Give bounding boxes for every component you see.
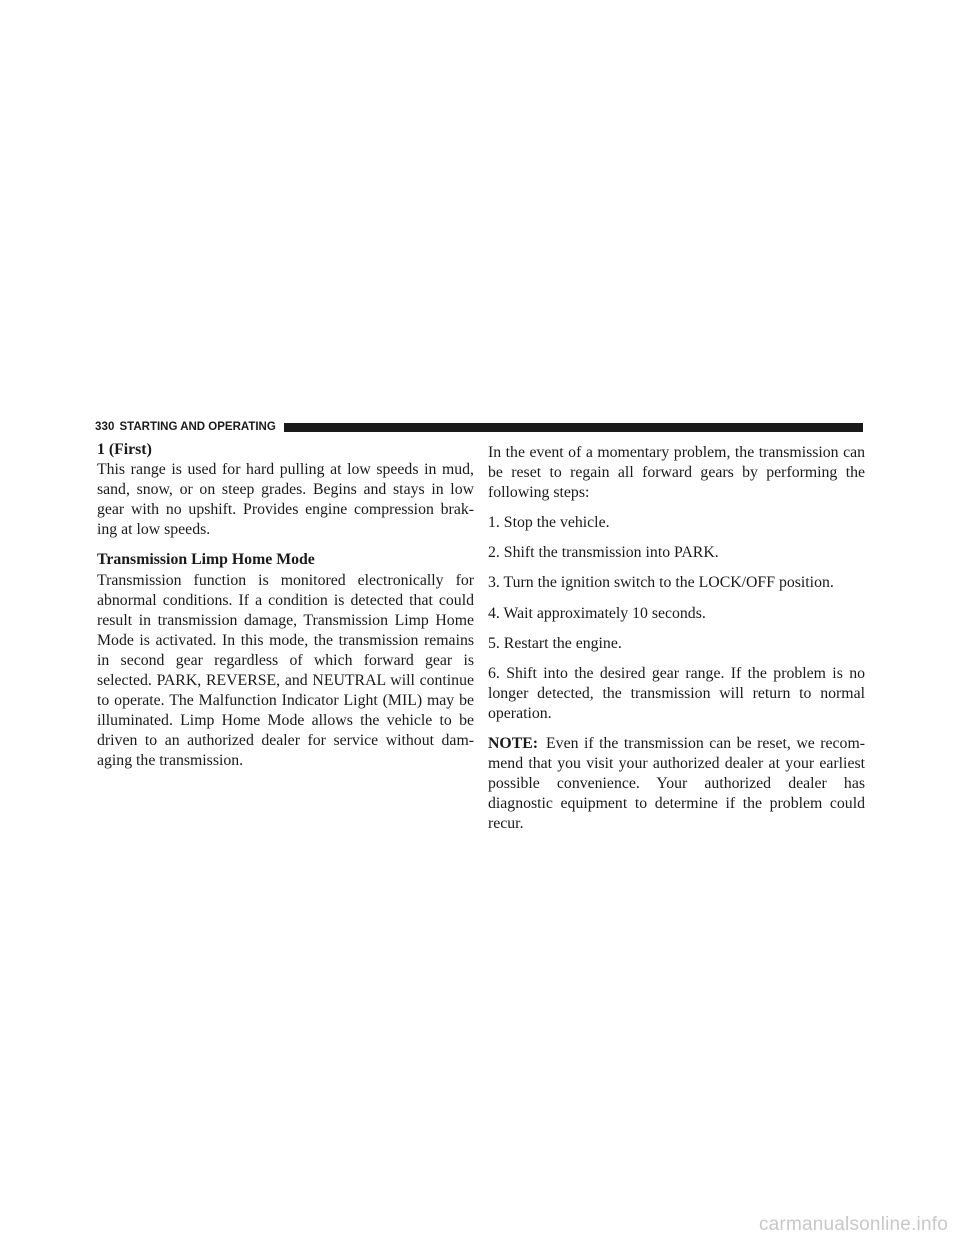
limp-home-heading: Transmission Limp Home Mode — [97, 551, 315, 569]
step-item: 3. Turn the ignition switch to the LOCK/OFF position. — [488, 574, 834, 592]
page-number: 330 — [95, 421, 115, 433]
first-gear-heading: 1 (First) — [97, 441, 152, 458]
section-title: STARTING AND OPERATING — [119, 421, 276, 433]
watermark: carmanualsonline.info — [758, 1214, 948, 1235]
step-item: 2. Shift the transmission into PARK. — [488, 544, 719, 562]
header-rule — [284, 423, 863, 432]
step-item: 4. Wait approximately 10 seconds. — [488, 604, 706, 622]
right-column — [488, 443, 865, 835]
step-item: 1. Stop the vehicle. — [488, 514, 610, 532]
note-label: NOTE: — [488, 735, 539, 753]
note-text: Even if the transmission can be reset, we recom- mend that you visit your authorized dealer at your earliest possible convenience. Your authorized dealer has diagnostic equipment to determine if the problem could recur. — [488, 735, 865, 833]
step-item: 5. Restart the engine. — [488, 634, 622, 652]
left-column — [97, 440, 474, 772]
step-item: 6. Shift into the desired gear range. If the problem is no longer detected, the transmission will return to normal operation. — [488, 664, 865, 722]
first-gear-body: This range is used for hard pulling at low speeds in mud, sand, snow, or on steep grades. Begins and stays in low gear with no upshift. Provides engine compression brak- ing at low speeds. — [97, 461, 474, 539]
limp-home-body: Transmission function is monitored electronically for abnormal conditions. If a condition is detected that could result in transmission damage, Transmission Limp Home Mode is activated. In this mode, the transmission remains in second gear regardless of which forward gear is selected. PARK, REVERSE, and NEUTRAL will continue to operate. The Malfunction Indicator Light (MIL) may be illuminated. Limp Home Mode allows the vehicle to be driven to an authorized dealer for service without dam- aging the transmission. — [97, 571, 474, 770]
page-header — [95, 421, 863, 433]
reset-intro: In the event of a momentary problem, the transmission can be reset to regain all forward gears by performing the following steps: — [488, 444, 865, 502]
note-paragraph — [488, 734, 865, 834]
